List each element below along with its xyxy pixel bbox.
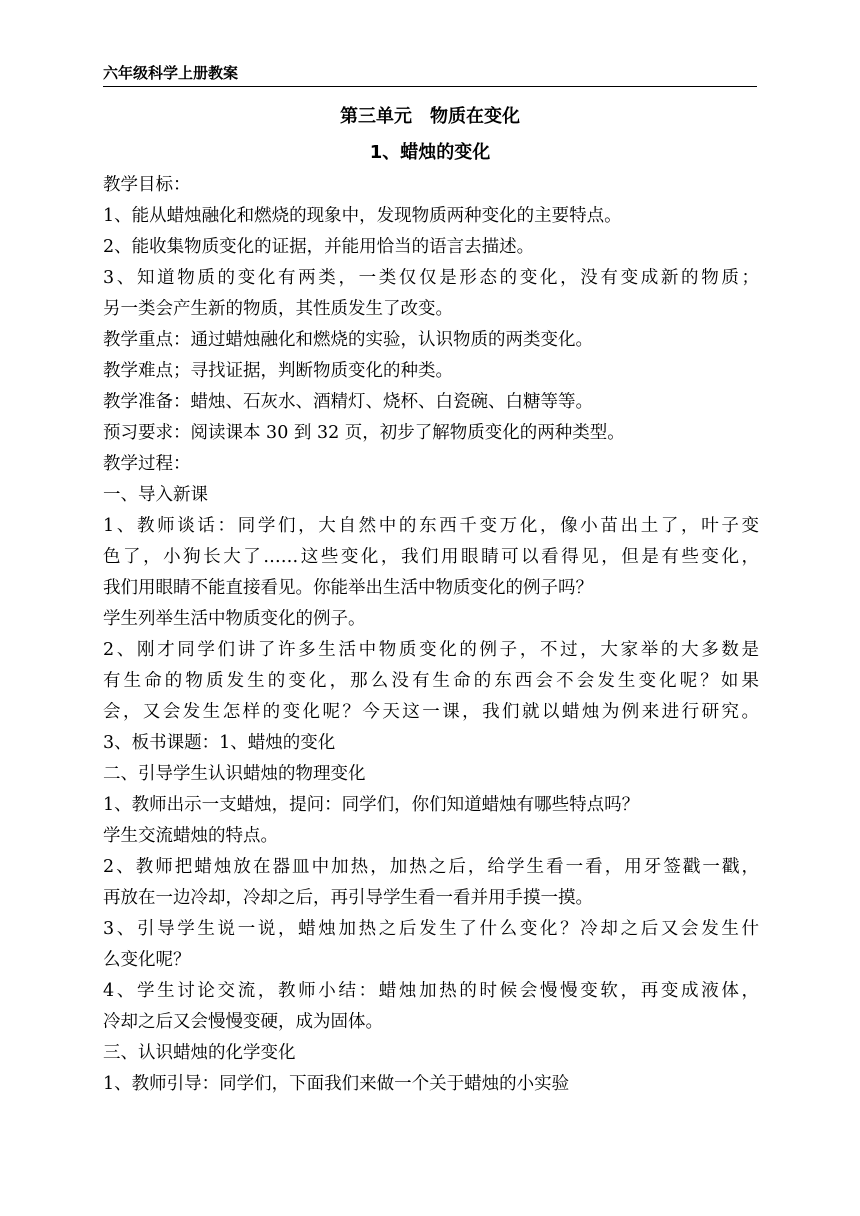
body-line: 4、学生讨论交流，教师小结：蜡烛加热的时候会慢慢变软，再变成液体， [103, 981, 759, 1001]
body-line: 教学准备：蜡烛、石灰水、酒精灯、烧杯、白瓷碗、白糖等等。 [103, 392, 593, 412]
body-line: 预习要求：阅读课本 30 到 32 页，初步了解物质变化的两种类型。 [103, 423, 625, 443]
body-line: 1、教师出示一支蜡烛，提问：同学们，你们知道蜡烛有哪些特点吗？ [103, 795, 640, 815]
body-line: 2、刚才同学们讲了许多生活中物质变化的例子，不过，大家举的大多数是 [103, 640, 759, 660]
body-line: 教学过程： [103, 454, 191, 474]
body-line: 教学难点；寻找证据，判断物质变化的种类。 [103, 361, 453, 381]
body-line: 二、引导学生认识蜡烛的物理变化 [103, 764, 366, 784]
unit-title: 第三单元 物质在变化 [340, 106, 520, 127]
running-header: 六年级科学上册教案 [103, 62, 757, 87]
body-line: 一、导入新课 [103, 485, 208, 505]
body-line: 3、引导学生说一说，蜡烛加热之后发生了什么变化？冷却之后又会发生什 [103, 919, 759, 939]
body-line: 另一类会产生新的物质，其性质发生了改变。 [103, 299, 453, 319]
body-line: 我们用眼睛不能直接看见。你能举出生活中物质变化的例子吗？ [103, 578, 593, 598]
body-line: 会，又会发生怎样的变化呢？今天这一课，我们就以蜡烛为例来进行研究。 [103, 702, 759, 722]
body-line: 教学目标： [103, 175, 191, 195]
body-line: 3、板书课题：1、蜡烛的变化 [103, 733, 336, 753]
body-line: 2、教师把蜡烛放在器皿中加热，加热之后，给学生看一看，用牙签戳一戳， [103, 857, 759, 877]
body-line: 教学重点：通过蜡烛融化和燃烧的实验，认识物质的两类变化。 [103, 330, 593, 350]
body-line: 1、教师引导：同学们，下面我们来做一个关于蜡烛的小实验 [103, 1074, 570, 1094]
body-line: 色了，小狗长大了……这些变化，我们用眼睛可以看得见，但是有些变化， [103, 547, 759, 567]
body-line: 1、能从蜡烛融化和燃烧的现象中，发现物质两种变化的主要特点。 [103, 206, 622, 226]
body-line: 有生命的物质发生的变化，那么没有生命的东西会不会发生变化呢？如果 [103, 671, 759, 691]
lesson-plan-body [103, 170, 759, 1100]
body-line: 2、能收集物质变化的证据，并能用恰当的语言去描述。 [103, 237, 535, 257]
body-line: 3、知道物质的变化有两类，一类仅仅是形态的变化，没有变成新的物质； [103, 268, 759, 288]
body-line: 再放在一边冷却，冷却之后，再引导学生看一看并用手摸一摸。 [103, 888, 593, 908]
body-line: 学生列举生活中物质变化的例子。 [103, 609, 366, 629]
body-line: 1、教师谈话：同学们，大自然中的东西千变万化，像小苗出土了，叶子变 [103, 516, 759, 536]
body-line: 么变化呢？ [103, 950, 191, 970]
body-line: 学生交流蜡烛的特点。 [103, 826, 278, 846]
body-line: 三、认识蜡烛的化学变化 [103, 1043, 296, 1063]
body-line: 冷却之后又会慢慢变硬，成为固体。 [103, 1012, 383, 1032]
lesson-title: 1、蜡烛的变化 [369, 142, 491, 163]
